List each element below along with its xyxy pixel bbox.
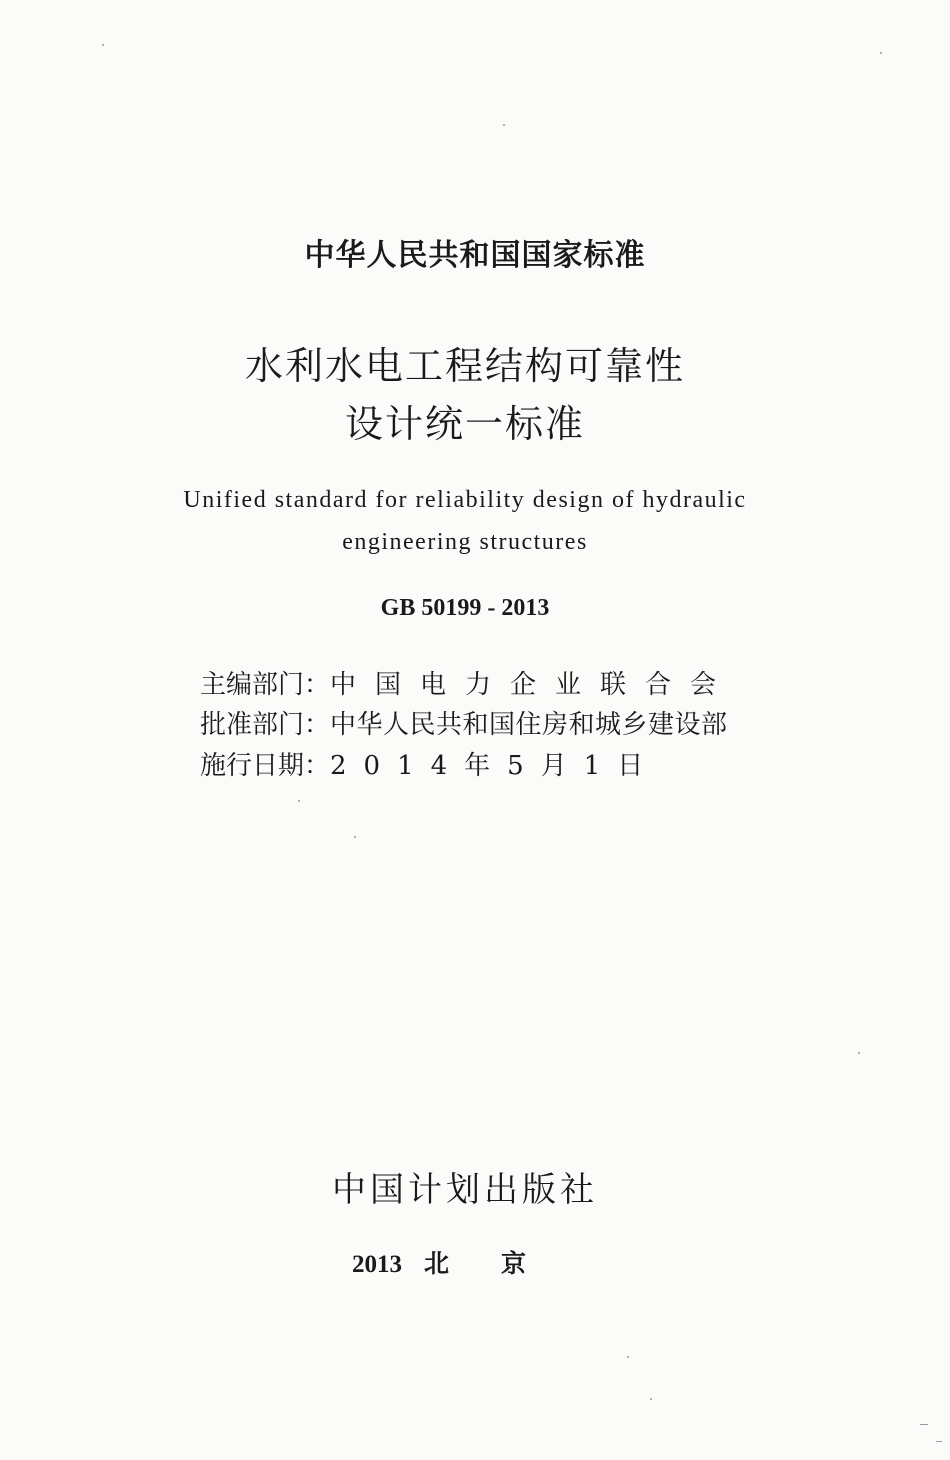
standard-code: GB 50199 - 2013 xyxy=(380,595,550,621)
scan-speck xyxy=(880,52,882,54)
scan-speck xyxy=(298,800,300,802)
publication-year: 2013 xyxy=(351,1251,402,1278)
chief-editor-label: 主编部门： xyxy=(200,670,331,700)
chief-editor-value: 中国电力企业联合会 xyxy=(330,670,736,700)
scan-speck xyxy=(354,836,356,838)
approval-department-row xyxy=(200,705,740,745)
effective-date-value: 2014年5月1日 xyxy=(330,751,661,781)
publication-city: 北京 xyxy=(423,1249,578,1278)
effective-date-row xyxy=(200,746,740,786)
english-title-line-2: engineering structures xyxy=(342,529,588,555)
english-title-line-1: Unified standard for reliability design of hydraulic xyxy=(183,487,747,513)
scan-speck xyxy=(627,1356,629,1358)
scan-speck xyxy=(650,1398,652,1400)
scan-speck xyxy=(102,44,104,46)
chinese-title-line-1: 水利水电工程结构可靠性 xyxy=(244,344,685,388)
publication-line xyxy=(0,1244,940,1280)
scan-speck xyxy=(503,124,505,126)
approval-department-value: 中华人民共和国住房和城乡建设部 xyxy=(330,710,728,740)
publisher-name: 中国计划出版社 xyxy=(332,1170,598,1210)
scan-speck xyxy=(920,1424,928,1425)
standard-series-heading: 中华人民共和国国家标准 xyxy=(304,238,646,273)
chinese-title-line-2: 设计统一标准 xyxy=(344,402,585,446)
approval-department-label: 批准部门： xyxy=(200,710,331,740)
chief-editor-row xyxy=(200,665,740,705)
scan-speck xyxy=(858,1052,860,1054)
effective-date-label: 施行日期： xyxy=(200,751,331,781)
scan-speck xyxy=(936,1441,942,1442)
